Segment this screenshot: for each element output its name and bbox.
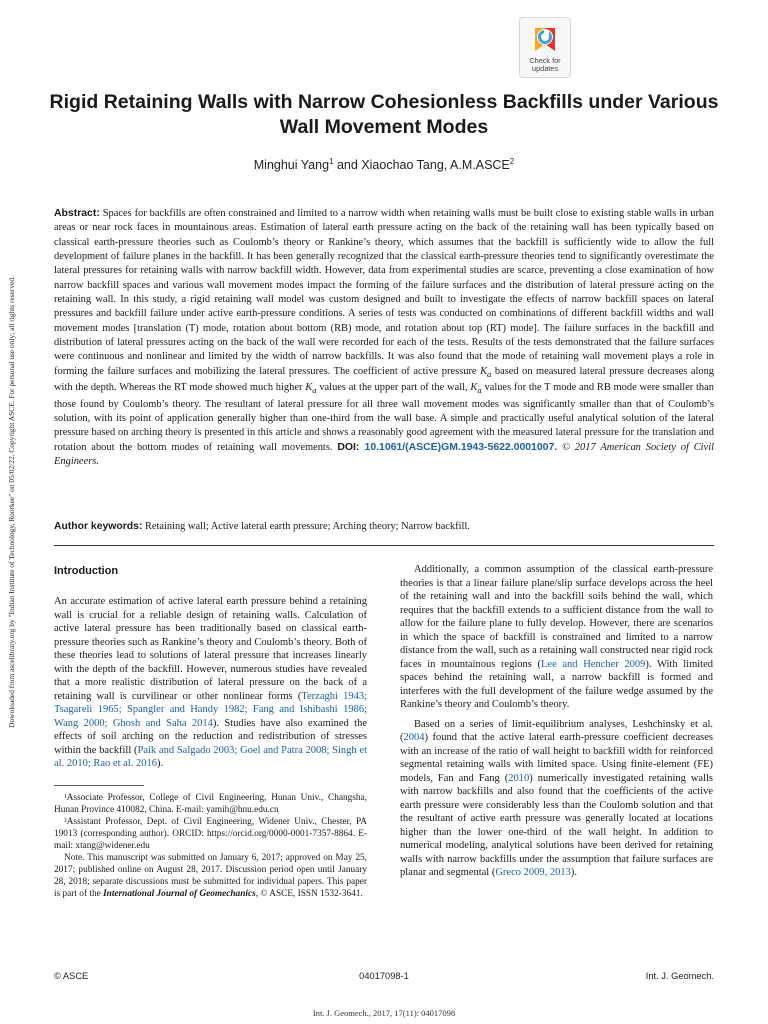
ka-sub-2: a [312, 385, 317, 396]
right-paragraph-2 [400, 718, 713, 880]
copyright-text: © 2017 American Society of Civil Engineers. [54, 441, 714, 467]
doi-label: DOI: [337, 441, 360, 453]
abstract-text-c: values at the upper part of the wall, [316, 382, 471, 394]
keywords-text: Retaining wall; Active lateral earth pressure; Arching theory; Narrow backfill. [142, 521, 470, 532]
abstract [54, 207, 714, 469]
intro-text-c: ). [156, 758, 164, 769]
ka-symbol-3 [470, 382, 482, 396]
intro-citation-1[interactable]: Terzaghi 1943; Tsagareli 1965; Spangler and Handy 1982; Fang and Ishibashi 1986; Wang 2000; Ghosh and Saha 2014 [54, 690, 368, 729]
right-p1-citation[interactable]: Lee and Hencher 2009 [541, 658, 646, 670]
ka-k-2: K [305, 382, 313, 394]
manuscript-note [54, 852, 367, 900]
ka-sub: a [487, 368, 492, 379]
author-2: and Xiaochao Tang, A.M.ASCE [333, 158, 510, 173]
right-column [400, 563, 713, 880]
abstract-label: Abstract: [54, 208, 100, 219]
right-p1-text-b: ). With limited spaces behind the retaining wall, a narrow backfill is formed and interferes with the full development of the failure wedge assumed by the Rankine’s theory and Coulomb’s theory. [400, 658, 713, 710]
keywords-label: Author keywords: [54, 521, 143, 532]
right-p1-text-a: Additionally, a common assumption of the classical earth-pressure theories is that a linear failure plane/slip surface develops across the heel of the retaining wall and into the backfill soils behind the wall, which requires that the backfill extends to a sufficient distance from the wall to allow for the failure plane to fully develop. However, there are scenarios in which the space of backfill is constrained and limited to a narrow distance from the wall, such as a retaining wall constructed near rigid rock faces in mountainous regions ( [400, 564, 713, 670]
footnote-divider [54, 785, 144, 786]
author-1: Minghui Yang [253, 158, 330, 173]
footer-copyright: © ASCE [54, 971, 89, 981]
introduction-heading: Introduction [54, 565, 119, 577]
abstract-text-b: based on measured lateral pressure decreases along with the depth. Whereas the RT mode showed much higher [54, 365, 715, 394]
badge-line-1: Check for [529, 56, 561, 65]
footer-page-id: 04017098-1 [359, 971, 409, 981]
right-p2-text-a: Based on a series of limit-equilibrium analyses, Leshchinsky et al. ( [400, 718, 713, 743]
ka-sub-3: a [477, 385, 482, 396]
right-p2-text-c: ) numerically investigated retaining walls with narrow backfills and also found that the coefficients of the active earth pressure were considerably less than the Coulomb solution and that the resultant of active earth pressure was generally located at locations higher than the lower one-third of the wall height. In addition to numerical modeling, analytical solutions have been derived for retaining walls with narrow backfills under the assumption that failure surfaces are planar and segmental ( [400, 772, 713, 878]
right-paragraph-1 [400, 563, 713, 712]
journal-name: International Journal of Geomechanics [103, 888, 256, 899]
intro-text-a: An accurate estimation of active lateral earth pressure behind a retaining wall is crucial for a reliable design of retaining walls. Calculation of active lateral pressure has been traditionally based on classical earth-pressure theories such as Rankine’s theory and Coulomb’s theory. Both of these theories lead to solutions of lateral pressure that increases linearly with the depth of the backfill. However, numerous studies have revealed that a more realistic distribution of lateral pressure on the back of a retaining wall is curvilinear or other nonlinear forms ( [54, 596, 367, 702]
right-p2-citation-3[interactable]: Greco 2009, 2013 [495, 867, 571, 878]
author-keywords [54, 520, 714, 534]
abstract-text-d: values for the T mode and RB mode were smaller than those found by Coulomb’s theory. The resultant of lateral pressure for all three wall movement modes was significantly smaller than that of Coulomb’s solution, with its point of application generally higher than one-third from the wall base. A simple and practically useful analytical solution of the lateral pressure based on arching theory is presented in this article and shows a reasonably good agreement with the measured lateral pressure for the translation and rotation about the bottom modes of retaining wall movements. [54, 382, 714, 453]
footer-journal: Int. J. Geomech. [645, 971, 714, 981]
intro-text-b: ). Studies have also examined the effects of soil arching on the reduction and redistribution of stresses within the backfill ( [54, 717, 367, 756]
ka-k: K [480, 365, 488, 377]
footnote-1: ¹Associate Professor, College of Civil Engineering, Hunan Univ., Changsha, Hunan Province 410082, China. E-mail: yamih@hnu.edu.cn [54, 792, 367, 815]
section-divider [54, 545, 714, 546]
check-for-updates-badge[interactable] [519, 17, 571, 78]
right-p2-text-d: ). [570, 867, 577, 878]
ka-symbol-2 [305, 382, 317, 396]
note-text-b: , © ASCE, ISSN 1532-3641. [255, 888, 363, 899]
badge-line-2: updates [532, 64, 558, 73]
abstract-text-a: Spaces for backfills are often constrained and limited to a narrow width when retaining walls must be built close to existing stable walls in urban areas or near rock faces in mountainous areas. Estimation of lateral earth pressure acting on the back of the retaining wall has been typically based on classical earth-pressure theories such as Coulomb’s theory or Rankine’s theory, which assumes that the backfill is sufficiently wide to allow the full development of failure planes in the backfill. It has been generally recognized that the classical earth-pressure theories tend to significantly overestimate the lateral pressures for retaining walls with narrow backfill width. However, data from experimental studies are scarce, preventing a close examination of how narrow backfill spaces and various wall movement modes impact the forming of the failure surfaces and the distribution of lateral pressure acting on the retaining wall. In this study, a rigid retaining wall model was custom designed and built to investigate the effects of narrow backfill spaces on lateral pressures and backfill failure under active earth-pressure conditions. A series of tests was conducted on combinations of different backfill widths and wall movement modes [translation (T) mode, rotation about bottom (RB) mode, and rotation about top (RT) mode]. The failure surfaces in the backfill and distribution of lateral pressures acting on the back of the wall were recorded for each of the tests. Results of the tests demonstrated that the failure surfaces were continuous and nonlinear and limited by the width of narrow backfills. It was also found that the mode of retaining wall movement plays a role in forming the failure surfaces and mobilizing the lateral pressures. The coefficient of active pressure [54, 208, 714, 377]
left-column [54, 563, 367, 900]
crossmark-icon [532, 24, 558, 56]
author-1-affil: 1 [329, 157, 334, 166]
download-notice [0, 185, 14, 825]
paper-title: Rigid Retaining Walls with Narrow Cohesionless Backfills under Various Wall Movement Modes [49, 91, 719, 138]
doi-link[interactable]: 10.1061/(ASCE)GM.1943-5622.0001007. [359, 441, 558, 453]
badge-label [520, 57, 570, 73]
footnote-2: ²Assistant Professor, Dept. of Civil Engineering, Widener Univ., Chester, PA 19013 (corresponding author). ORCID: https://orcid.org/0000-0001-7357-8864. E-mail: xtang@widener.edu [54, 816, 367, 851]
download-notice-text: Downloaded from ascelibrary.org by "Indian Institute of Technology, Roorkee" on 05/02/22. Copyright ASCE. For personal use only; all rights reserved. [7, 276, 16, 728]
author-line [40, 157, 728, 172]
right-p2-citation-1[interactable]: 2004 [403, 732, 425, 743]
right-p2-citation-2[interactable]: 2010 [508, 772, 530, 784]
note-text-a: Note. This manuscript was submitted on January 6, 2017; approved on May 25, 2017; published online on August 28, 2017. Discussion period open until January 28, 2018; separate discussions must be submitted for individual papers. This paper is part of the [54, 852, 367, 899]
intro-paragraph [54, 595, 367, 771]
intro-citation-2[interactable]: Paik and Salgado 2003; Goel and Patra 2008; Singh et al. 2010; Rao et al. 2016 [54, 744, 367, 769]
ka-symbol [480, 366, 491, 377]
citation-line: Int. J. Geomech., 2017, 17(11): 04017098 [312, 1008, 456, 1018]
right-p2-text-b: ) found that the active lateral earth-pressure coefficient decreases with an increase of the ratio of wall height to backfill width for reinforced segmental retaining walls with limited space. Using finite-element (FE) models, Fan and Fang ( [400, 732, 713, 784]
author-2-affil: 2 [509, 157, 515, 166]
ka-k-3: K [470, 382, 478, 394]
